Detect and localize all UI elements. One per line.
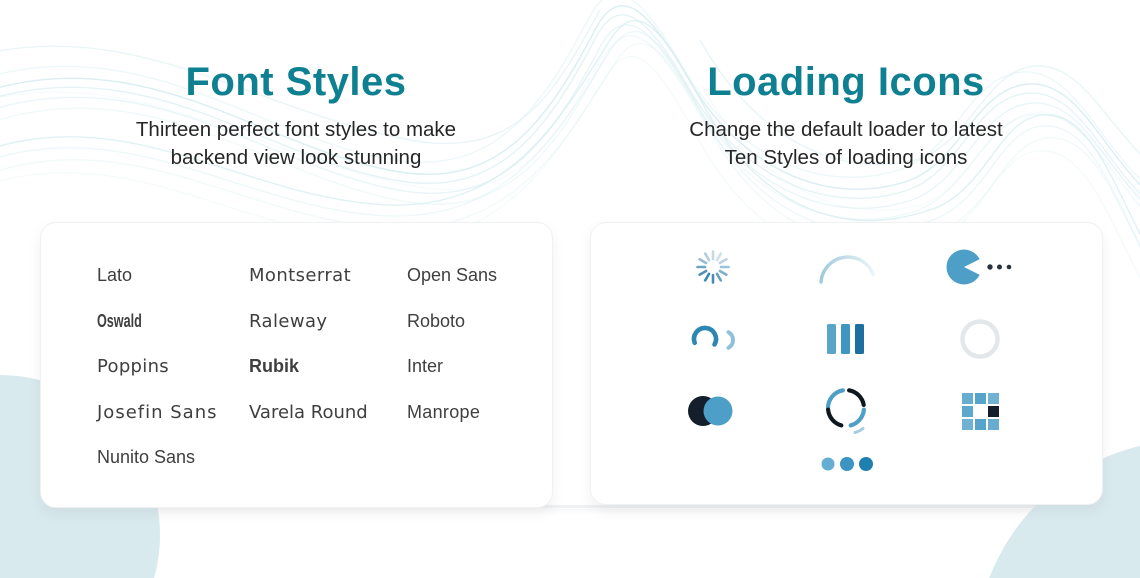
dual-arc-spinner-icon [685,319,741,359]
font-sample-varela-round: Varela Round [249,401,368,423]
sunburst-spinner-icon [693,247,733,287]
loading-icons-card [590,222,1103,505]
font-list [41,223,552,481]
font-sample-oswald: Oswald [97,310,142,331]
loader-arc-spinner [780,231,914,303]
font-sample-montserrat: Montserrat [249,265,352,287]
loading-icons-header [561,58,1131,172]
arc-spinner-icon [814,238,878,296]
loader-ring [913,303,1047,375]
segmented-arc-spinner-icon [819,386,873,436]
loader-segmented-arc [780,375,914,447]
dual-ball-loader-icon [686,393,740,429]
loader-grid [591,223,1102,447]
bars-loader-icon [823,320,869,358]
font-sample-rubik: Rubik [249,356,300,377]
three-dots-loader-icon [819,455,875,473]
font-sample-poppins: Poppins [97,356,169,378]
loader-grid-blocks [913,375,1047,447]
loader-three-dots [591,455,1102,473]
font-styles-card [40,222,553,508]
pacman-icon [943,245,1017,289]
font-styles-title: Font Styles [185,60,407,104]
font-styles-subtitle: Thirteen perfect font styles to make backend view look stunning [135,118,457,169]
loading-icons-subtitle: Change the default loader to latest Ten Styles of loading icons [689,118,1003,169]
ring-loader-icon [957,316,1003,362]
font-styles-header [11,58,581,172]
font-sample-raleway: Raleway [249,310,328,332]
font-sample-lato: Lato [97,265,133,286]
grid-blocks-loader-icon [961,392,1000,431]
font-sample-manrope: Manrope [407,401,481,422]
loader-dual-arc-spinner [646,303,780,375]
font-sample-nunito-sans: Nunito Sans [97,447,196,468]
font-sample-open-sans: Open Sans [407,265,498,286]
font-sample-inter: Inter [407,356,444,377]
loader-sunburst-spinner [646,231,780,303]
loader-pacman [913,231,1047,303]
loader-bars [780,303,914,375]
font-sample-josefin-sans: Josefin Sans [97,401,218,423]
loading-icons-title: Loading Icons [707,60,985,104]
loader-dual-ball [646,375,780,447]
font-sample-roboto: Roboto [407,310,466,331]
